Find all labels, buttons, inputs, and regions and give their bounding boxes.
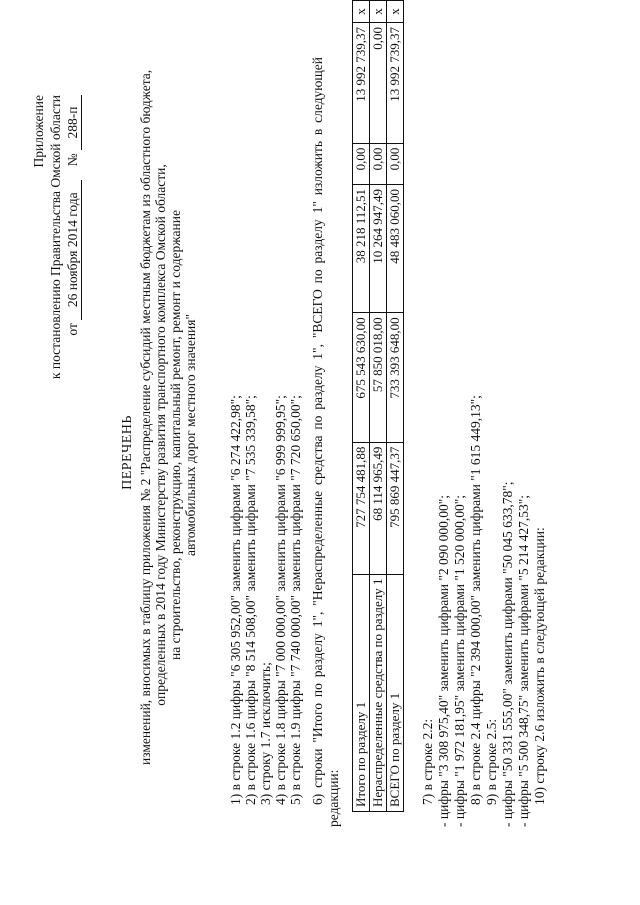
list-item: 9) в строке 2.5: [484, 718, 499, 805]
list-item: 7) в строке 2.2: [420, 718, 435, 805]
table-cell: 48 483 060,00 [387, 184, 404, 312]
list-item: - цифры "3 308 975,40" заменить цифрами "2 090 000,00"; [436, 494, 451, 827]
appendix-date-line [64, 95, 82, 379]
table-cell: 727 754 481,88 [353, 442, 370, 574]
list-item: - цифры "5 500 348,75" заменить цифрами "5 214 427,53"; [516, 494, 531, 827]
document-title: ПЕРЕЧЕНЬ [120, 415, 135, 490]
heading-line: на строительство, реконструкцию, капитальный ремонт, ремонт и содержание [168, 210, 183, 660]
document-heading [138, 69, 198, 765]
appendix-date: 26 ноября 2014 года [64, 180, 82, 320]
heading-line: автомобильных дорог местного значения" [183, 314, 198, 556]
table-cell: 0,00 [370, 143, 387, 184]
list-item: - цифры "1 972 181,95" заменить цифрами "1 520 000,00"; [452, 494, 467, 827]
list-item: 2) в строке 1.6 цифры "8 514 508,00" заменить цифрами "7 535 339,58"; [243, 395, 258, 805]
table-cell: 10 264 947,49 [370, 184, 387, 312]
list-item-6: 6) строки "Итого по разделу 1", "Нераспределенные средства по разделу 1", "ВСЕГО по разделу 1" изложить в следующей редакции: [310, 57, 341, 827]
table-cell: 13 992 739,37 [387, 22, 404, 143]
heading-line: определенных в 2014 году Министерству развития транспортного комплекса Омской области, [153, 164, 168, 706]
table-cell: 13 992 739,37 [353, 22, 370, 143]
table-cell: 675 543 630,00 [353, 313, 370, 442]
table-cell: 0,00 [387, 143, 404, 184]
table-row [370, 1, 387, 812]
appendix-block [30, 95, 82, 379]
table-cell: 0,00 [370, 22, 387, 143]
list-item: - цифры "50 331 555,00" заменить цифрами "50 045 633,78"; [500, 481, 515, 827]
table-cell: 733 393 648,00 [387, 313, 404, 442]
table-cell: 0,00 [353, 143, 370, 184]
appendix-number: 288-п [64, 95, 82, 150]
table-cell: 57 850 018,00 [370, 313, 387, 442]
heading-line: изменений, вносимых в таблицу приложения № 2 "Распределение субсидий местным бюджетам из областного бюджета, [138, 69, 153, 765]
row-name: ВСЕГО по разделу 1 [387, 574, 404, 811]
appendix-number-sign: № [65, 153, 80, 167]
appendix-label: Приложение [31, 95, 46, 168]
table-cell: x [370, 1, 387, 23]
table-row [353, 1, 370, 812]
list-item: 8) в строке 2.4 цифры "2 394 000,00" заменить цифрами "1 615 449,13"; [468, 395, 483, 805]
list-item: 5) в строке 1.9 цифры "7 740 000,00" заменить цифрами "7 720 650,00"; [288, 395, 303, 805]
table-cell: x [387, 1, 404, 23]
table-cell: x [353, 1, 370, 23]
row-name: Нераспределенные средства по разделу 1 [370, 574, 387, 811]
list-item: 3) строку 1.7 исключить; [258, 662, 273, 805]
table-cell: 68 114 965,49 [370, 442, 387, 574]
appendix-ot: от [65, 323, 80, 336]
table-row [387, 1, 404, 812]
totals-table [352, 0, 404, 812]
list-item: 4) в строке 1.8 цифры "7 000 000,00" заменить цифрами "6 999 999,95"; [273, 395, 288, 805]
list-item: 1) в строке 1.2 цифры "6 305 952,00" заменить цифрами "6 274 422,98"; [228, 395, 243, 805]
list-item: 10) строку 2.6 изложить в следующей редакции: [532, 527, 547, 805]
appendix-decree-line: к постановлению Правительства Омской области [48, 95, 63, 380]
row-name: Итого по разделу 1 [353, 574, 370, 811]
table-cell: 795 869 447,37 [387, 442, 404, 574]
table-cell: 38 218 112,51 [353, 184, 370, 312]
